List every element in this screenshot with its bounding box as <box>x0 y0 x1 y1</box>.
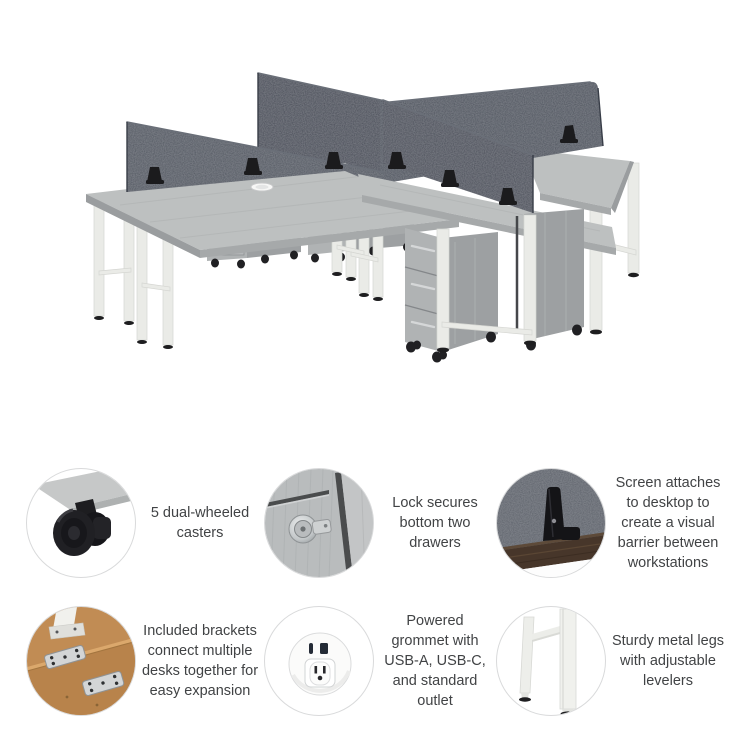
metal-legs-icon <box>497 607 606 716</box>
caption-line: desks together for <box>141 663 259 679</box>
bracket-icon <box>27 607 136 716</box>
caption-line: workstations <box>627 555 709 571</box>
feature-item-lock <box>264 467 496 579</box>
caption-line: 5 dual-wheeled <box>150 505 250 521</box>
feature-item-legs <box>496 605 730 717</box>
caption-line: and standard <box>392 673 478 689</box>
feature-caption <box>606 473 730 573</box>
feature-icon-circle <box>496 606 606 716</box>
caption-line: outlet <box>417 693 453 709</box>
caption-line: bottom two <box>399 515 471 531</box>
caption-line: create a visual <box>621 515 715 531</box>
power-grommet-icon <box>265 607 374 716</box>
caption-line: casters <box>176 525 224 541</box>
feature-caption <box>374 493 496 553</box>
caption-line: drawers <box>409 535 461 551</box>
feature-item-power <box>264 605 496 717</box>
screen-clamp-icon <box>497 469 606 578</box>
front-file-pedestals <box>405 209 584 363</box>
caption-line: with adjustable <box>620 653 716 669</box>
feature-icon-circle <box>496 468 606 578</box>
feature-caption <box>374 611 496 711</box>
caption-line: Powered <box>406 613 464 629</box>
caption-line: easy expansion <box>149 683 251 699</box>
caption-line: Included brackets <box>143 623 257 639</box>
caption-line: levelers <box>643 673 693 689</box>
feature-icon-circle <box>26 468 136 578</box>
feature-item-casters <box>26 467 264 579</box>
feature-icon-circle <box>264 606 374 716</box>
caption-line: Sturdy metal legs <box>611 633 725 649</box>
feature-icon-circle <box>26 606 136 716</box>
feature-caption <box>606 631 730 691</box>
caption-line: USB-A, USB-C, <box>384 653 486 669</box>
feature-caption <box>136 503 264 543</box>
caption-line: grommet with <box>391 633 479 649</box>
caption-line: barrier between <box>617 535 719 551</box>
caption-line: Screen attaches <box>615 475 721 491</box>
caster-icon <box>27 469 136 578</box>
feature-icon-circle <box>264 468 374 578</box>
feature-list <box>26 467 730 717</box>
feature-item-brackets <box>26 605 264 717</box>
caption-line: connect multiple <box>147 643 253 659</box>
caption-line: Lock secures <box>392 495 478 511</box>
feature-caption <box>136 621 264 701</box>
lock-icon <box>265 469 374 578</box>
caption-line: to desktop to <box>626 495 710 511</box>
feature-item-screen <box>496 467 730 579</box>
